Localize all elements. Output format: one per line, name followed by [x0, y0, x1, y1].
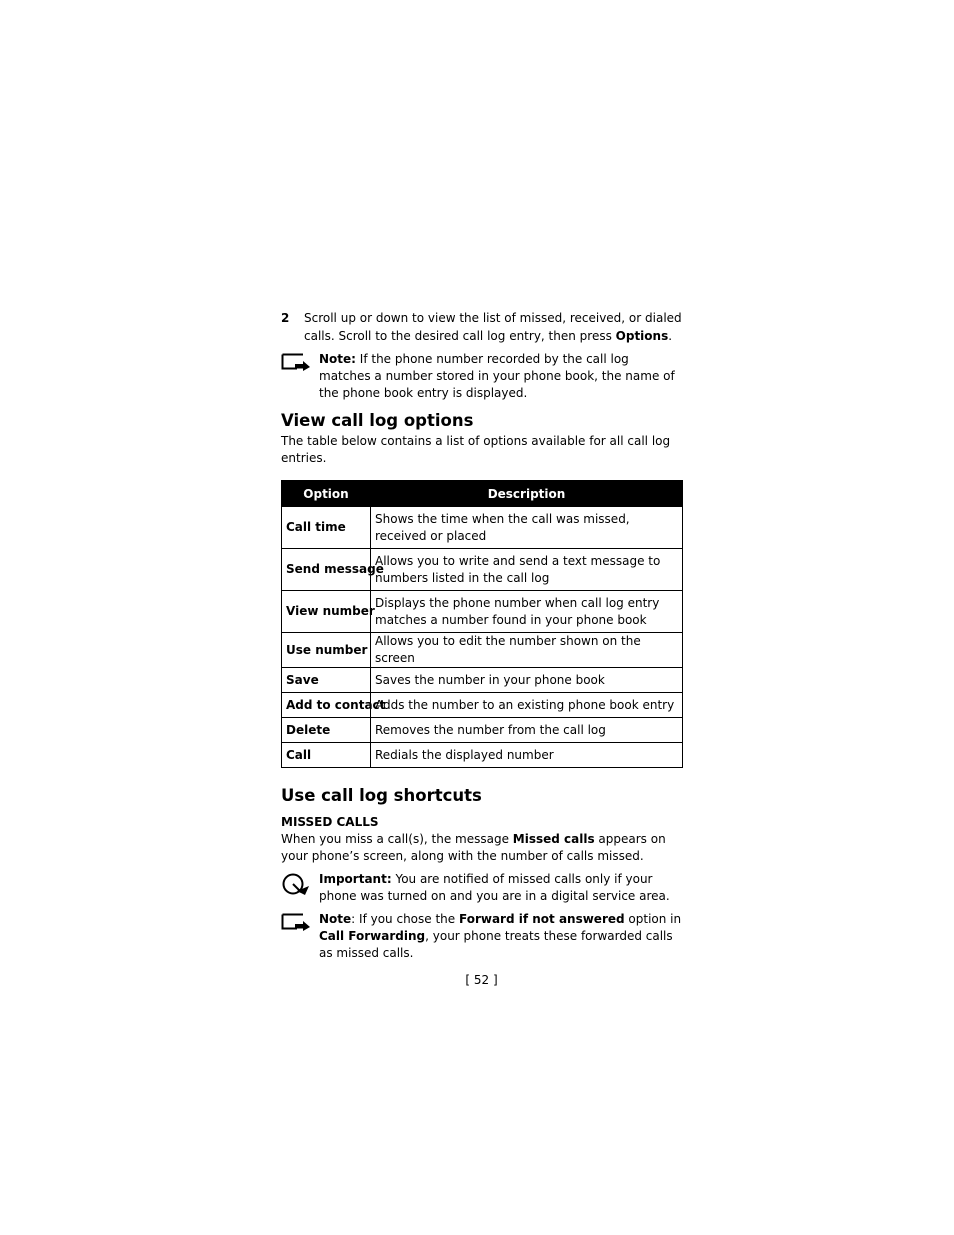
option-cell: Add to contact — [282, 693, 371, 718]
description-cell: Allows you to write and send a text message to numbers listed in the call log — [371, 549, 683, 591]
important-text: Important: You are notified of missed calls only if your phone was turned on and you are in a digital service area. — [319, 872, 670, 903]
table-row — [282, 668, 683, 693]
table-row — [282, 549, 683, 591]
important-icon — [281, 871, 319, 905]
option-cell: Delete — [282, 718, 371, 743]
table-row — [282, 633, 683, 668]
options-table — [281, 480, 683, 768]
table-row — [282, 591, 683, 633]
option-cell: Send message — [282, 549, 371, 591]
option-cell: Save — [282, 668, 371, 693]
manual-page — [281, 309, 682, 989]
table-row — [282, 718, 683, 743]
section-title-view-options: View call log options — [281, 411, 474, 430]
description-cell: Redials the displayed number — [371, 743, 683, 768]
description-cell: Displays the phone number when call log entry matches a number found in your phone book — [371, 591, 683, 633]
note-callout — [281, 351, 682, 402]
subsection-title-missed-calls: MISSED CALLS — [281, 815, 379, 829]
page-number: [ 52 ] — [465, 973, 498, 987]
table-row — [282, 743, 683, 768]
description-cell: Allows you to edit the number shown on the screen — [371, 633, 683, 668]
table-header-row — [282, 481, 683, 507]
table-row — [282, 507, 683, 549]
section-title-shortcuts: Use call log shortcuts — [281, 786, 482, 805]
important-callout — [281, 871, 682, 905]
description-cell: Shows the time when the call was missed, received or placed — [371, 507, 683, 549]
header-description: Description — [371, 481, 683, 507]
step-2 — [281, 309, 682, 345]
option-cell: Call time — [282, 507, 371, 549]
option-cell: View number — [282, 591, 371, 633]
header-option: Option — [282, 481, 371, 507]
step-number: 2 — [281, 311, 290, 325]
missed-calls-paragraph: When you miss a call(s), the message Missed calls appears on your phone’s screen, along with the number of calls missed. — [281, 832, 666, 863]
note-callout-forwarding — [281, 911, 682, 962]
description-cell: Saves the number in your phone book — [371, 668, 683, 693]
option-cell: Use number — [282, 633, 371, 668]
section-intro: The table below contains a list of options available for all call log entries. — [281, 434, 671, 465]
description-cell: Removes the number from the call log — [371, 718, 683, 743]
step-text: Scroll up or down to view the list of missed, received, or dialed calls. Scroll to the desired call log entry, then press Options. — [304, 311, 682, 343]
note-text: Note: If the phone number recorded by the call log matches a number stored in your phone book, the name of the phone book entry is displayed. — [319, 352, 675, 400]
note-forwarding-text: Note: If you chose the Forward if not answered option in Call Forwarding, your phone treats these forwarded calls as missed calls. — [319, 912, 682, 960]
description-cell: Adds the number to an existing phone book entry — [371, 693, 683, 718]
note-icon — [281, 911, 319, 962]
note-icon — [281, 351, 319, 402]
table-row — [282, 693, 683, 718]
option-cell: Call — [282, 743, 371, 768]
